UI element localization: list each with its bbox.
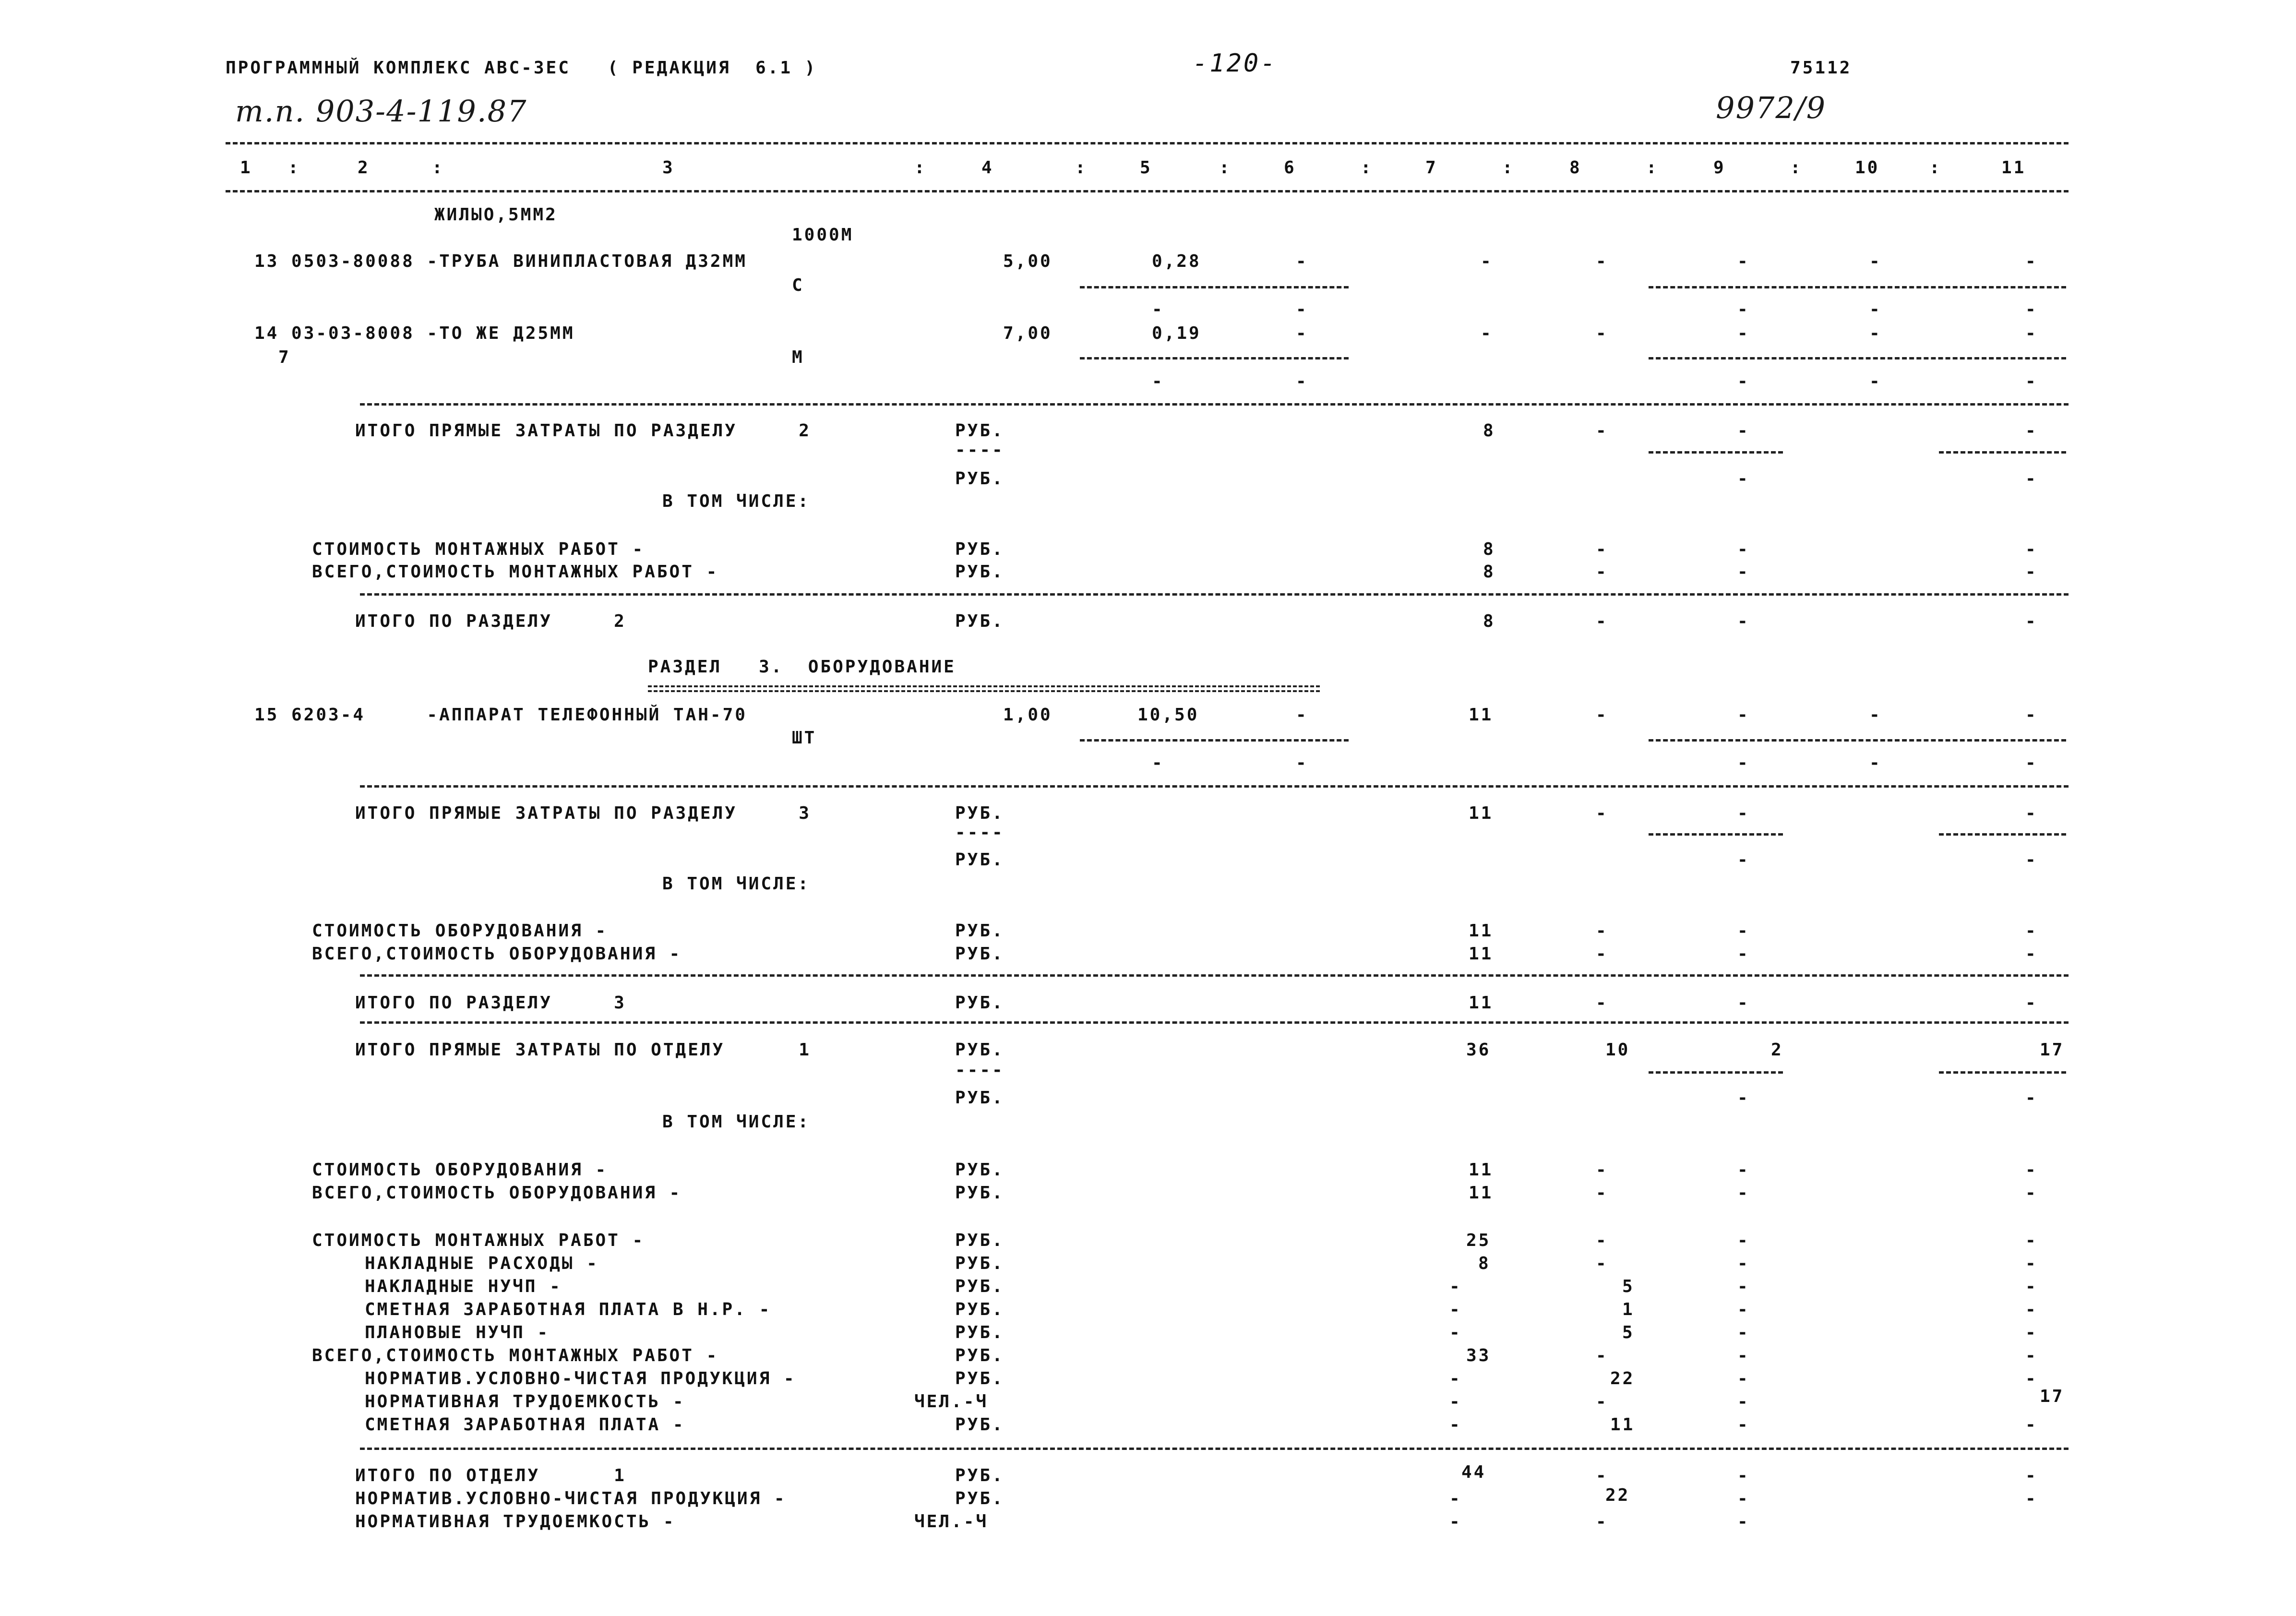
cell-dash: - [2025,1489,2038,1508]
unit-price-value: 0,28 [1152,251,1201,271]
cell-dash: - [2025,539,2038,559]
item-text: 7 [278,347,291,367]
summary-label: ВСЕГО,СТОИМОСТЬ ОБОРУДОВАНИЯ - [312,944,682,964]
unit-price-value: 10,50 [1137,705,1199,725]
cell-dash: - [2025,1346,2038,1365]
cell-dash: - [1869,753,1882,773]
cell-dash: - [2025,469,2038,489]
column-separator: : [1219,158,1232,178]
cell-dash: - [1596,611,1608,631]
cell-dash: - [1737,1277,1750,1296]
cell-dash: - [1596,1392,1608,1412]
cell-dash: - [1737,705,1750,725]
cell-dash: - [1737,1392,1750,1412]
summary-label: СТОИМОСТЬ ОБОРУДОВАНИЯ - [312,921,608,941]
column-number-10: 10 [1855,158,1880,178]
program-title: ПРОГРАММНЫЙ КОМПЛЕКС АВС-ЗЕС ( РЕДАКЦИЯ 6.1 ) [226,58,817,78]
summary-total: 36 [1466,1040,1491,1060]
summary-total: 8 [1483,421,1495,441]
cell-dash: - [1596,1254,1608,1273]
summary-label: ИТОГО ПРЯМЫЕ ЗАТРАТЫ ПО РАЗДЕЛУ 2 [355,421,811,441]
cell-dash: - [1596,1231,1608,1250]
cell-dash: - [1737,421,1750,441]
currency-unit: РУБ. [955,1489,1004,1508]
price-split-rule [1649,451,1783,454]
cell-dash: - [2025,921,2038,941]
cell-dash: - [2025,944,2038,964]
section-heading: РАЗДЕЛ 3. ОБОРУДОВАНИЕ [648,657,956,677]
cell-total: - [1481,323,1493,343]
currency-unit: РУБ. [955,1254,1004,1273]
currency-unit: РУБ. [955,421,1004,441]
item-description: 13 0503-80088 -ТРУБА ВИНИПЛАСТОВАЯ Д32ММ [254,251,747,271]
cell-dash: - [1596,803,1608,823]
cell-dash: - [1596,1346,1608,1365]
currency-unit: РУБ. [955,1300,1004,1319]
summary-total: 25 [1466,1231,1491,1250]
quantity-value: 1,00 [1003,705,1052,725]
summary-total: 11 [1469,944,1494,964]
currency-unit: РУБ. [955,803,1004,823]
cell-dash: - [1596,1160,1608,1180]
cell-total: 11 [1469,705,1494,725]
currency-unit: РУБ. [955,1231,1004,1250]
currency-unit: РУБ. [955,1040,1004,1060]
section-rule [360,593,2069,596]
summary-label: НОРМАТИВ.УСЛОВНО-ЧИСТАЯ ПРОДУКЦИЯ - [365,1369,796,1389]
including-label: В ТОМ ЧИСЛЕ: [662,1112,811,1132]
summary-total: 8 [1483,539,1495,559]
cell-dash: - [1737,1369,1750,1389]
cell-dash: - [2025,251,2038,271]
summary-total: 44 [1461,1462,1486,1482]
cell-dash: - [1596,421,1608,441]
cell-dash: - [1596,323,1608,343]
summary-value: 22 [1610,1369,1635,1389]
price-split-rule [1649,833,1783,836]
summary-label: ИТОГО ПО ОТДЕЛУ 1 [355,1466,626,1485]
cell-dash: - [2025,705,2038,725]
cell-dash: - [1737,1346,1750,1365]
summary-label: ИТОГО ПО РАЗДЕЛУ 2 [355,611,626,631]
currency-unit: РУБ. [955,1323,1004,1342]
currency-unit: РУБ. [955,1088,1004,1108]
cell-dash: - [1869,299,1882,319]
cell-dash: - [1737,323,1750,343]
summary-total: 33 [1466,1346,1491,1365]
cell-dash: - [1737,562,1750,582]
cell-dash: - [1596,562,1608,582]
currency-unit: РУБ. [955,469,1004,489]
summary-total: 8 [1483,562,1495,582]
cell-dash: - [2025,371,2038,391]
cell-dash: - [1449,1300,1462,1319]
section-heading-underline [648,690,1320,692]
cell-dash: - [2025,850,2038,870]
column-separator: : [1929,158,1942,178]
summary-value: 11 [1610,1415,1635,1435]
cell-dash: - [1596,993,1608,1013]
cell-dash: - [1737,944,1750,964]
header-rule [226,142,2069,144]
column-separator: : [1790,158,1803,178]
quantity-value: 7,00 [1003,323,1052,343]
summary-value: 10 [1605,1040,1630,1060]
price-split-rule [1080,357,1349,359]
document-code: 75112 [1790,58,1852,78]
cell-dash: - [1737,1489,1750,1508]
column-number-2: 2 [358,158,370,178]
cell-dash: - [1737,299,1750,319]
item-unit: 1000М [792,225,854,245]
price-split-rule [1939,833,2066,836]
cell-dash: - [1296,371,1308,391]
column-number-8: 8 [1569,158,1582,178]
item-unit: М [792,347,804,367]
cell-dash: - [1737,469,1750,489]
cell-dash: - [1737,1160,1750,1180]
labor-unit: ЧЕЛ.-Ч [914,1392,989,1412]
summary-label: СТОИМОСТЬ ОБОРУДОВАНИЯ - [312,1160,608,1180]
cell-dash: - [2025,993,2038,1013]
cell-dash: - [1737,1254,1750,1273]
column-number-1: 1 [240,158,252,178]
column-number-4: 4 [981,158,994,178]
summary-total: 8 [1478,1254,1491,1273]
cell-dash: - [2025,1369,2038,1389]
currency-unit: РУБ. [955,1415,1004,1435]
project-number: т.п. 903-4-119.87 [235,94,527,129]
section-rule [360,1448,2069,1450]
price-split-rule [1080,286,1349,288]
cell-dash: - [1296,251,1308,271]
cell-dash: - [1152,371,1164,391]
cell-dash: - [1596,1512,1608,1532]
cell-dash: - [1737,850,1750,870]
price-split-rule [1649,739,2066,742]
currency-unit: РУБ. [955,850,1004,870]
column-number-5: 5 [1140,158,1152,178]
cell-dash: - [1449,1323,1462,1342]
currency-unit: РУБ. [955,944,1004,964]
currency-unit: РУБ. [955,611,1004,631]
currency-unit: РУБ. [955,921,1004,941]
item-description: 15 6203-4 -АППАРАТ ТЕЛЕФОННЫЙ ТАН-70 [254,705,747,725]
cell-dash: - [2025,1231,2038,1250]
summary-total: 11 [1469,1160,1494,1180]
summary-label: СТОИМОСТЬ МОНТАЖНЫХ РАБОТ - [312,539,645,559]
cell-dash: - [1869,323,1882,343]
summary-label: ПЛАНОВЫЕ НУЧП - [365,1323,550,1342]
currency-unit: РУБ. [955,1466,1004,1485]
summary-label: ИТОГО ПРЯМЫЕ ЗАТРАТЫ ПО РАЗДЕЛУ 3 [355,803,811,823]
cell-dash: - [1296,753,1308,773]
section-rule [360,403,2069,406]
cell-dash: - [1596,944,1608,964]
item-unit: ШТ [792,728,817,748]
currency-unit: РУБ. [955,1183,1004,1203]
cell-dash: - [1737,1466,1750,1485]
column-header-rule [226,190,2069,192]
cell-dash: - [2025,323,2038,343]
column-separator: : [1646,158,1659,178]
summary-label: НОРМАТИВ.УСЛОВНО-ЧИСТАЯ ПРОДУКЦИЯ - [355,1489,787,1508]
cell-dash: - [1737,921,1750,941]
cell-dash: - [1449,1392,1462,1412]
currency-unit: РУБ. [955,1346,1004,1365]
cell-dash: - [2025,1466,2038,1485]
cell-dash: - [2025,562,2038,582]
cell-dash: - [1152,753,1164,773]
column-separator: : [288,158,300,178]
cell-dash: - [1737,1300,1750,1319]
cell-dash: - [1596,1183,1608,1203]
cell-dash: - [1449,1512,1462,1532]
unit-dashes: ---- [955,440,1004,460]
summary-label: ИТОГО ПРЯМЫЕ ЗАТРАТЫ ПО ОТДЕЛУ 1 [355,1040,811,1060]
cell-dash: - [1737,803,1750,823]
summary-label: СТОИМОСТЬ МОНТАЖНЫХ РАБОТ - [312,1231,645,1250]
summary-total: 11 [1469,1183,1494,1203]
summary-label: НОРМАТИВНАЯ ТРУДОЕМКОСТЬ - [355,1512,676,1532]
cell-total: - [1481,251,1493,271]
column-number-7: 7 [1425,158,1438,178]
cell-dash: - [1596,539,1608,559]
cell-dash: - [1737,993,1750,1013]
column-separator: : [1502,158,1515,178]
cell-dash: - [2025,1183,2038,1203]
cell-dash: - [1296,705,1308,725]
cell-dash: - [1869,371,1882,391]
summary-total: 8 [1483,611,1495,631]
cell-dash: - [1737,611,1750,631]
cell-dash: - [2025,299,2038,319]
summary-label: ВСЕГО,СТОИМОСТЬ МОНТАЖНЫХ РАБОТ - [312,1346,719,1365]
cell-dash: - [1737,1183,1750,1203]
cell-dash: - [1737,753,1750,773]
cell-dash: - [1737,251,1750,271]
currency-unit: РУБ. [955,1369,1004,1389]
including-label: В ТОМ ЧИСЛЕ: [662,874,811,894]
cell-dash: - [1869,705,1882,725]
summary-label: НАКЛАДНЫЕ НУЧП - [365,1277,562,1296]
cell-dash: - [1596,921,1608,941]
column-number-9: 9 [1713,158,1726,178]
cell-dash: - [1737,1415,1750,1435]
section-rule [360,785,2069,788]
summary-label: СМЕТНАЯ ЗАРАБОТНАЯ ПЛАТА - [365,1415,685,1435]
cell-dash: - [1737,1323,1750,1342]
summary-label: ВСЕГО,СТОИМОСТЬ ОБОРУДОВАНИЯ - [312,1183,682,1203]
section-heading-underline [648,685,1320,687]
quantity-value: 5,00 [1003,251,1052,271]
summary-total: 11 [1469,803,1494,823]
column-number-6: 6 [1284,158,1296,178]
summary-total: 11 [1469,921,1494,941]
summary-value: 17 [2040,1040,2065,1060]
cell-dash: - [2025,753,2038,773]
cell-dash: - [2025,1254,2038,1273]
summary-label: СМЕТНАЯ ЗАРАБОТНАЯ ПЛАТА В Н.Р. - [365,1300,772,1319]
cell-dash: - [1449,1415,1462,1435]
labor-unit: ЧЕЛ.-Ч [914,1512,989,1532]
cell-dash: - [2025,1088,2038,1108]
price-split-rule [1649,1071,1783,1074]
cell-dash: - [1737,1512,1750,1532]
cell-dash: - [1449,1277,1462,1296]
summary-value: 1 [1622,1300,1635,1319]
currency-unit: РУБ. [955,1160,1004,1180]
document-number: 9972/9 [1716,90,1827,125]
currency-unit: РУБ. [955,993,1004,1013]
item-unit: С [792,275,804,295]
item-text: ЖИЛЫО,5ММ2 [434,205,558,225]
column-separator: : [914,158,927,178]
currency-unit: РУБ. [955,539,1004,559]
cell-dash: - [1296,299,1308,319]
cell-dash: - [1596,251,1608,271]
cell-dash: - [1449,1489,1462,1508]
unit-dashes: ---- [955,823,1004,842]
currency-unit: РУБ. [955,1277,1004,1296]
section-rule [360,1021,2069,1024]
summary-label: НАКЛАДНЫЕ РАСХОДЫ - [365,1254,599,1273]
summary-value: 17 [2040,1387,2065,1406]
cell-dash: - [1449,1369,1462,1389]
unit-dashes: ---- [955,1060,1004,1080]
cell-dash: - [1869,251,1882,271]
cell-dash: - [1596,705,1608,725]
currency-unit: РУБ. [955,562,1004,582]
cell-dash: - [1152,299,1164,319]
price-split-rule [1939,1071,2066,1074]
cell-dash: - [2025,421,2038,441]
page-number: -120- [1193,49,1278,78]
column-separator: : [432,158,444,178]
price-split-rule [1649,357,2066,359]
cell-dash: - [2025,1300,2038,1319]
summary-label: ИТОГО ПО РАЗДЕЛУ 3 [355,993,626,1013]
summary-value: 5 [1622,1277,1635,1296]
price-split-rule [1649,286,2066,288]
cell-dash: - [1296,323,1308,343]
cell-dash: - [2025,1415,2038,1435]
column-separator: : [1075,158,1088,178]
cell-dash: - [1596,1466,1608,1485]
cell-dash: - [1737,371,1750,391]
price-split-rule [1080,739,1349,742]
including-label: В ТОМ ЧИСЛЕ: [662,491,811,511]
cell-dash: - [1737,539,1750,559]
column-separator: : [1361,158,1373,178]
cell-dash: - [2025,611,2038,631]
cell-dash: - [2025,1323,2038,1342]
price-split-rule [1939,451,2066,454]
summary-value: 2 [1771,1040,1783,1060]
section-rule [360,974,2069,977]
summary-value: 5 [1622,1323,1635,1342]
summary-total: 11 [1469,993,1494,1013]
unit-price-value: 0,19 [1152,323,1201,343]
cell-dash: - [1737,1231,1750,1250]
summary-label: НОРМАТИВНАЯ ТРУДОЕМКОСТЬ - [365,1392,685,1412]
column-number-11: 11 [2001,158,2026,178]
cell-dash: - [2025,1277,2038,1296]
summary-value: 22 [1605,1485,1630,1505]
cell-dash: - [2025,803,2038,823]
summary-label: ВСЕГО,СТОИМОСТЬ МОНТАЖНЫХ РАБОТ - [312,562,719,582]
column-number-3: 3 [662,158,675,178]
cell-dash: - [2025,1160,2038,1180]
cell-dash: - [1737,1088,1750,1108]
item-description: 14 03-03-8008 -ТО ЖЕ Д25ММ [254,323,575,343]
